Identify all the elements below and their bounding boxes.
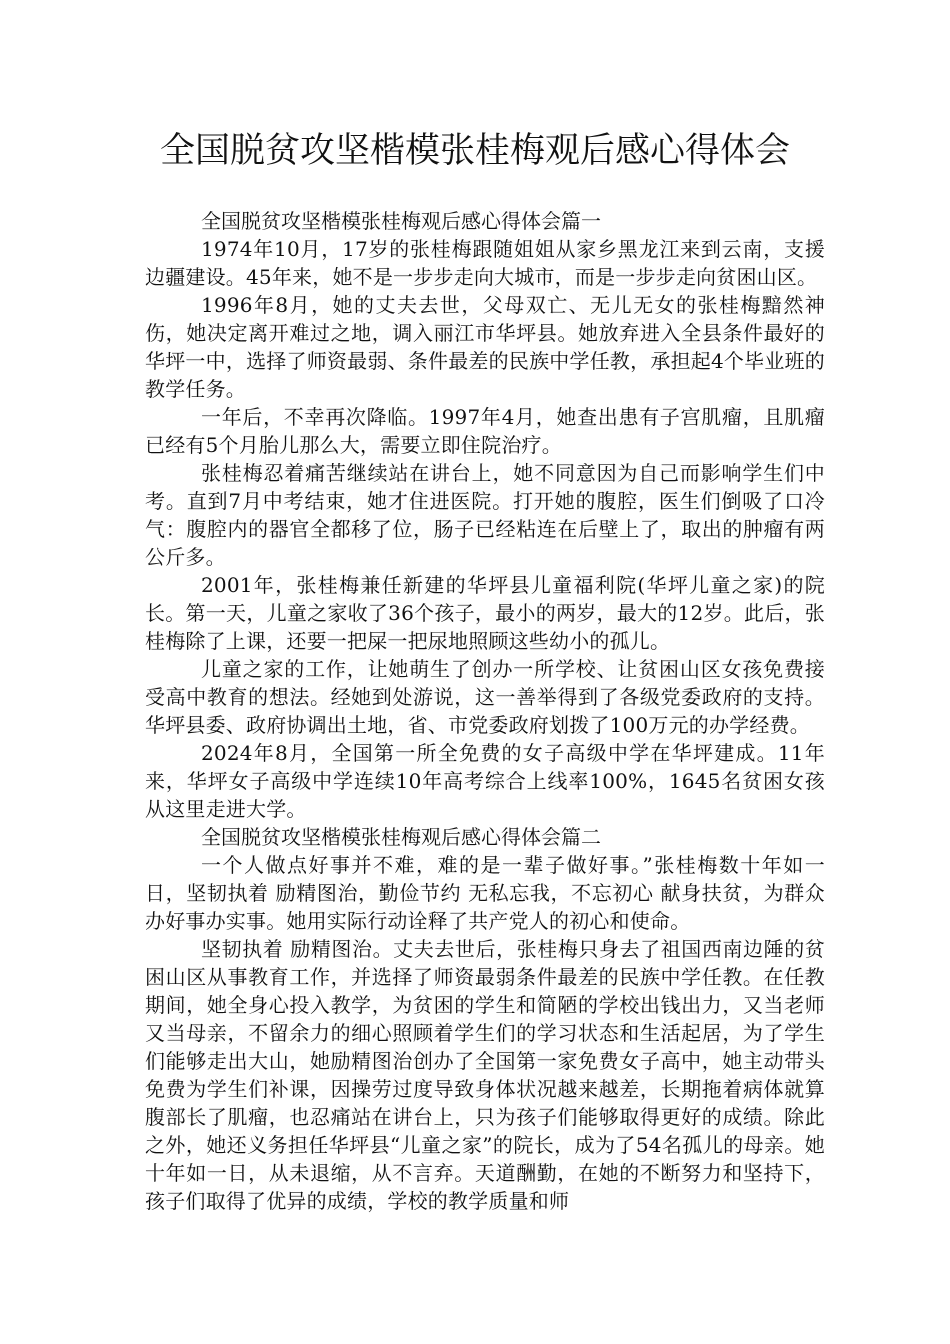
- paragraph: 儿童之家的工作，让她萌生了创办一所学校、让贫困山区女孩免费接受高中教育的想法。经她到处游说，这一善举得到了各级党委政府的支持。华坪县委、政府协调出土地，省、市党委政府划拨了100万元的办学经费。: [145, 657, 825, 737]
- paragraph: 2001年，张桂梅兼任新建的华坪县儿童福利院(华坪儿童之家)的院长。第一天，儿童之家收了36个孩子，最小的两岁，最大的12岁。此后，张桂梅除了上课，还要一把屎一把尿地照顾这些幼小的孤儿。: [145, 573, 825, 653]
- paragraph: 张桂梅忍着痛苦继续站在讲台上，她不同意因为自己而影响学生们中考。直到7月中考结束，她才住进医院。打开她的腹腔，医生们倒吸了口冷气：腹腔内的器官全都移了位，肠子已经粘连在后壁上了，取出的肿瘤有两公斤多。: [145, 461, 825, 569]
- paragraph: 2024年8月，全国第一所全免费的女子高级中学在华坪建成。11年来，华坪女子高级中学连续10年高考综合上线率100%，1645名贫困女孩从这里走进大学。: [145, 741, 825, 821]
- document-page: [145, 125, 825, 1215]
- paragraph: 坚韧执着 励精图治。丈夫去世后，张桂梅只身去了祖国西南边陲的贫困山区从事教育工作，并选择了师资最弱条件最差的民族中学任教。在任教期间，她全身心投入教学，为贫困的学生和简陋的学校出钱出力，又当老师又当母亲，不留余力的细心照顾着学生们的学习状态和生活起居，为了学生们能够走出大山，她励精图治创办了全国第一家免费女子高中，她主动带头免费为学生们补课，因操劳过度导致身体状况越来越差，长期拖着病体就算腹部长了肌瘤，也忍痛站在讲台上，只为孩子们能够取得更好的成绩。除此之外，她还义务担任华坪县“儿童之家”的院长，成为了54名孤儿的母亲。她十年如一日，从未退缩，从不言弃。天道酬勤，在她的不断努力和坚持下，孩子们取得了优异的成绩，学校的教学质量和师: [145, 937, 825, 1213]
- document-title: 全国脱贫攻坚楷模张桂梅观后感心得体会: [159, 131, 790, 171]
- paragraph: 1974年10月，17岁的张桂梅跟随姐姐从家乡黑龙江来到云南，支援边疆建设。45年来，她不是一步步走向大城市，而是一步步走向贫困山区。: [145, 237, 825, 289]
- section-two: [145, 823, 825, 1215]
- section-heading: 全国脱贫攻坚楷模张桂梅观后感心得体会篇一: [201, 209, 601, 233]
- section-heading: 全国脱贫攻坚楷模张桂梅观后感心得体会篇二: [201, 825, 601, 849]
- paragraph: 1996年8月，她的丈夫去世，父母双亡、无儿无女的张桂梅黯然神伤，她决定离开难过之地，调入丽江市华坪县。她放弃进入全县条件最好的华坪一中，选择了师资最弱、条件最差的民族中学任教，承担起4个毕业班的教学任务。: [145, 293, 825, 401]
- paragraph: 一年后，不幸再次降临。1997年4月，她查出患有子宫肌瘤，且肌瘤已经有5个月胎儿那么大，需要立即住院治疗。: [145, 405, 825, 457]
- paragraph: 一个人做点好事并不难，难的是一辈子做好事。”张桂梅数十年如一日，坚韧执着 励精图治，勤俭节约 无私忘我，不忘初心 献身扶贫，为群众办好事办实事。她用实际行动诠释了共产党人的初心和使命。: [145, 853, 825, 933]
- section-one: [145, 207, 825, 823]
